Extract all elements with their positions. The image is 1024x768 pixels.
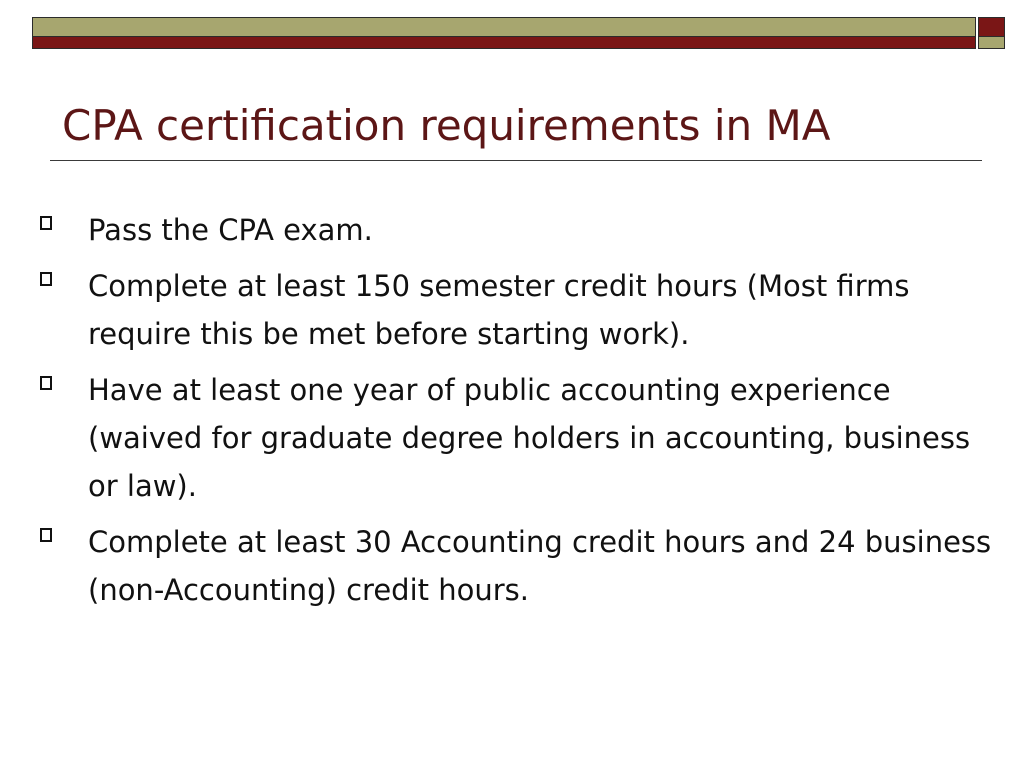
bullet-list <box>36 206 1006 622</box>
hollow-square-bullet-icon <box>40 272 52 286</box>
bullet-item <box>36 366 1006 510</box>
bullet-item <box>36 206 1006 254</box>
decorative-square-olive <box>978 37 1005 49</box>
bullet-item <box>36 518 1006 614</box>
decorative-bar-maroon <box>32 37 976 49</box>
title-divider <box>50 160 982 161</box>
hollow-square-bullet-icon <box>40 528 52 542</box>
bullet-text: Complete at least 150 semester credit hours (Most firms require this be met before starting work). <box>88 269 910 351</box>
hollow-square-bullet-icon <box>40 216 52 230</box>
hollow-square-bullet-icon <box>40 376 52 390</box>
slide-title: CPA certification requirements in MA <box>62 101 831 150</box>
bullet-item <box>36 262 1006 358</box>
decorative-square-maroon <box>978 17 1005 37</box>
bullet-text: Complete at least 30 Accounting credit hours and 24 business (non-Accounting) credit hours. <box>88 525 992 607</box>
bullet-text: Have at least one year of public accounting experience (waived for graduate degree holders in accounting, business or law). <box>88 373 971 503</box>
decorative-bar-olive <box>32 17 976 37</box>
bullet-text: Pass the CPA exam. <box>88 213 373 247</box>
